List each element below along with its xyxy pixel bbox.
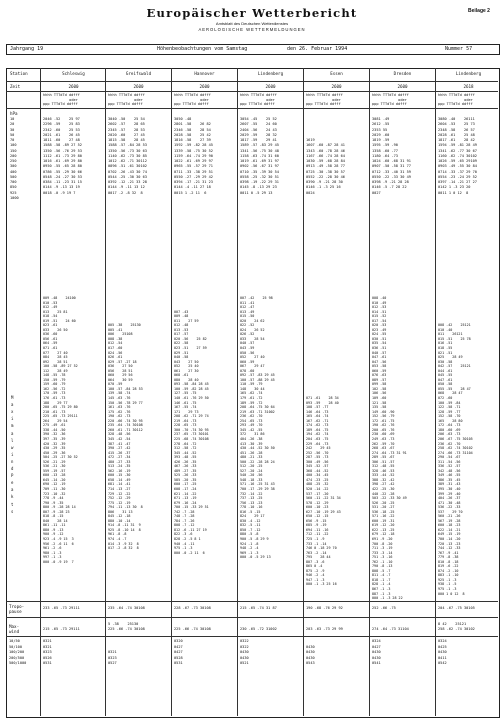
side-letter: m xyxy=(11,423,14,429)
pressure-level: 850 xyxy=(10,185,17,190)
code-legend-line: oder xyxy=(266,97,275,102)
code-legend-line: hhhh TTTdTd ddfff xyxy=(306,93,343,97)
side-letter: k xyxy=(11,494,14,500)
pressure-level: 500 xyxy=(10,174,17,179)
observation-label: Höhenbeobachtungen vom Samstag xyxy=(157,46,248,52)
code-legend-line: hhhh TTTdTd ddfff xyxy=(372,93,409,97)
station-name: Hannover xyxy=(194,71,215,76)
hpa-label: hPa xyxy=(10,111,18,116)
wind-layer-value: 0321 0323 0527 xyxy=(108,650,117,665)
station-time: 2600 xyxy=(133,84,144,89)
standard-level-data: 3040 -50 25 54 2602 -57 28 65 2345 -57 28 53 2020 -60 27 45 1815 -58 28 45 1588 -57 -84 28 53 1350 -56 -73 30 63 1140 -62 -73 30 85 1012 -62 -71 30112 0896 -51 -61 30102 0702 -26 -43 30 74 0544 -25 -30 30 63 0392 -12 -21 33 28 0144 -9 -11 13 12 0017 -2 -8 32 8 xyxy=(108,117,147,195)
code-legend-line: ppp TTTdTd ddfff xyxy=(174,102,209,106)
code-legend-line: oder xyxy=(134,97,143,102)
pressure-level: 300 xyxy=(10,164,17,169)
standard-level-data: 2046 -52 25 97 2296 -59 25 83 2342 -60 25 53 2021 -61 26 45 1811 -60 27 48 1588 -58 -89 27 52 1350 -56 -76 29 53 1112 -61 -73 29 80 1016 -61 -69 29 80 0950 -55 -65 28 80 0786 -55 -29 30 66 0548 -24 -27 30 53 0384 -11 -23 31 15 0144 -9 -13 13 19 0018 -0 -9 19 7 xyxy=(43,117,82,195)
side-letter: x xyxy=(11,409,14,415)
standard-level-data: 3050 -48 2801 -58 26 82 2346 -58 28 54 2028 -58 25 42 1816 -58 27 39 1592 -59 -82 28 45 1339 -58 -75 30 52 1159 -64 -74 29 90 1022 -61 -69 29 97 0965 -55 -57 29 71 0711 -33 -38 29 51 0550 -27 -29 29 42 0394 -17 -21 31 23 0144 -4 -11 27 18 0015 1 -2 11 6 xyxy=(174,117,213,195)
report-section: AEROLOGISCHE WETTERMELDUNGEN xyxy=(198,27,306,32)
tropopause-value: 228 -67 -73 30108 xyxy=(174,606,211,610)
maxwind-label-2: wind xyxy=(9,629,20,634)
maxwind-value: 203 -63 -73 29 99 xyxy=(306,627,343,631)
column-divider xyxy=(105,68,106,716)
maxwind-value: 8 42 25121 258 -62 -74 30102 xyxy=(438,622,475,632)
tropopause-value: 252 -66 -75 xyxy=(372,606,396,610)
station-time: 2600 xyxy=(68,84,79,89)
side-letter: s xyxy=(11,508,14,514)
side-letter: e xyxy=(11,480,14,486)
column-divider xyxy=(303,68,304,716)
standard-level-data: 3080 -40 26111 2604 -53 25 73 2348 -58 26 57 2028 -61 25 48 1817 -61 28 42 1594 -59 -81 28 49 1341 -62 -77 30 67 1160 -62 -74 30102 1026 -59 -65 29109 0903 -49 -55 30 84 0714 -33 -37 29 70 0554 -23 -24 29 52 0397 -14 -21 27 27 0142 1 -3 23 20 0011 1 0 12 8 xyxy=(438,117,477,195)
info-bar xyxy=(6,44,500,55)
significant-level-data: 007 -43 009 -48 011 27 59 012 -48 013 -53 017 -57 020 -56 25 82 022 -58 023 -51 27 59 029 -51 040 -58 043 27 50 052 25 40 061 27 30 068 -61 080 28 40 093 -58 -84 28 45 100 -59 -82 28 45 127 -55 -75 140 -61 -76 29 50 146 -61 -75 167 -55 -74 171 29 73 208 -62 -71 29 74 219 -64 -73 228 -65 -73 300 -70 -74 30 95 237 -65 -73 30101 225 -68 -74 30108 278 -64 -72 312 -58 -72 345 -44 -52 393 -48 -55 426 -26 -35 467 -26 -33 489 -27 -35 525 -26 -33 585 -20 -35 600 -17 -25 608 -17 -24 621 -14 -22 671 -13 -19 679 -16 -24 700 -15 -33 29 51 742 -7 -28 748 -7 -28 784 -7 -26 808 -7 -12 812 -6 -11 27 19 822 -3 -6 828 -2 -5 8 1 940 -4 -11 975 -1 -3 000 -0 -2 11 6 xyxy=(174,309,209,555)
station-name: Schleswig xyxy=(62,71,85,76)
significant-level-data: 005 -38 25130 005 -41 006 25108 008 -38 012 -54 017 -60 024 -56 026 -61 029 -57 -27 18 036 27 50 056 28 51 060 29 56 064 30 59 070 -59 100 -57 -84 28 53 139 -58 -74 145 -63 -76 150 -56 -78 29 77 161 -63 -76 175 -62 -76 190 -62 -73 220 -66 -74 30 95 235 -64 -74 30108 260 -61 -71 30112 328 -48 -56 345 -42 -54 387 -41 -47 390 -27 -42 415 -26 -37 472 -27 -34 480 -27 -33 513 -24 -35 562 -16 -19 600 -15 -30 658 -14 -49 681 -14 -41 714 -13 -27 729 -12 -22 752 -12 -29 775 -12 -19 794 -11 -13 30 8 806 31 13 845 -12 -18 880 -10 -14 914 -8 -11 31 9 925 -8 -10 14 8 961 -8 -8 974 -4 -7 014 -3 -9 32 8 017 -2 -8 32 8 xyxy=(108,323,143,551)
station-time: 2600 xyxy=(199,84,210,89)
wind-layer-label: 10/50 xyxy=(9,639,20,643)
wind-layer-value: 0320 0427 0427 0528 0531 xyxy=(174,639,183,665)
code-legend-line: hhhh TTTdTd ddfff xyxy=(174,93,211,97)
pressure-level: 100 xyxy=(10,143,17,148)
column-divider xyxy=(237,68,238,716)
code-legend-line: hhhh TTTdTd ddfff xyxy=(108,93,145,97)
code-legend-line: hhhh TTTdTd ddfff xyxy=(43,93,80,97)
station-time: 2618 xyxy=(463,84,474,89)
row-divider xyxy=(6,81,498,82)
number-label: Nummer 57 xyxy=(445,46,473,52)
maxwind-value: 225 -66 -74 30108 xyxy=(174,627,211,631)
row-divider xyxy=(6,636,498,637)
row-divider xyxy=(6,617,498,618)
code-legend-line: ppp TTTdTd ddfff xyxy=(372,102,407,106)
tropopause-value: 190 -68 -76 29 92 xyxy=(306,606,343,610)
code-legend-line: oder xyxy=(398,97,407,102)
tropopause-value: 235 -64 -74 30108 xyxy=(108,606,145,610)
significant-level-data: 071 -61 28 34 093 -59 28 40 108 -57 -77 146 -64 -73 165 -64 -74 167 -62 -71 174 -62 -73 189 -64 -75 194 -62 -74 204 -63 -75 229 -64 -73 242 29 45 252 -56 -70 287 -55 -73 300 -49 -56 345 -52 -57 368 -44 -52 400 -34 -45 474 -23 -25 488 -25 -32 520 -14 -22 537 -17 -20 560 -11 -22 31 34 578 -12 -29 600 -10 -23 627 -10 -19 29 43 650 -12 -15 656 -9 -15 685 -9 -19 694 -11 -16 712 -11 -22 725 -1 -9 733 -1 -14 746 0 -18 29 70 763 -2 -14 795 28 44 807 -3 -6 865 0 -4 875 -2 -9 946 -2 -4 947 -1 -3 000 -1 -3 25 16 xyxy=(306,396,341,587)
code-legend-line: oder xyxy=(332,97,341,102)
station-name: Greifswald xyxy=(125,71,152,76)
code-legend-line: oder xyxy=(200,97,209,102)
tropopause-value: 233 -65 -73 29111 xyxy=(43,606,80,610)
code-legend-line: ppp TTTdTd ddfff xyxy=(108,102,143,106)
tropopause-label-1: Tropo- xyxy=(9,604,25,609)
side-letter: n xyxy=(11,458,14,464)
code-legend-line: oder xyxy=(69,97,78,102)
side-letter: M xyxy=(11,395,14,400)
station-time: 2600 xyxy=(397,84,408,89)
pressure-level: 1000 xyxy=(10,195,19,200)
side-letter: d xyxy=(11,466,14,471)
column-divider xyxy=(435,68,436,716)
side-letter: a xyxy=(11,487,14,493)
side-letter: P xyxy=(11,473,14,479)
wind-layer-value: 0322 0322 0430 0430 0521 xyxy=(240,639,249,665)
maxwind-label-1: Max- xyxy=(9,624,20,629)
code-legend-line: oder xyxy=(464,97,473,102)
beilage-label: Beilage 2 xyxy=(468,8,490,14)
standard-level-data: 3081 -49 2612 -55 2353 55 2029 -60 1819 -59 1595 -59 -90 1358 -60 -77 1180 -64 -73 1024 -60 -68 31 91 0907 -50 -58 31 77 0712 -33 -40 31 59 0550 -22 -33 30 49 0398 -9 -21 28 28 0146 -5 -7 28 22 0027 xyxy=(372,117,411,195)
wind-layer-value: 0324 0425 0430 0411 0542 xyxy=(438,639,447,665)
side-letter: l xyxy=(11,437,14,443)
code-legend-line: ppp TTTdTd ddfff xyxy=(240,102,275,106)
wind-layer-label: 50/100 xyxy=(9,644,22,649)
pressure-level: 10 xyxy=(10,117,15,121)
maxwind-value: 5 -38 25130 225 -66 -74 30108 xyxy=(108,622,145,632)
code-legend-line: ppp TTTdTd ddfff xyxy=(43,102,78,106)
station-name: Dresden xyxy=(393,71,412,76)
significant-level-data: 007 -42 25 98 011 -41 012 -47 013 -49 015 -50 020 24 62 022 -52 024 26 52 026 -52 033 28 54 040 -57 043 -59 050 -56 052 27 40 060 -59 067 29 47 078 -60 092 -57 -83 29 45 100 -57 -88 29 45 110 -59 -79 148 30 44 165 -62 -74 179 -61 -72 189 -59 -72 208 -64 -75 30 64 219 -63 -71 31002 236 -62 -70 254 -65 -73 293 -49 -70 345 -42 -55 372 31 86 404 -26 -38 413 -30 -39 430 -44 -52 30 50 451 -26 -28 480 -21 -33 500 -22 -28 28 24 512 -20 -25 527 -20 -24 540 -20 -56 548 -18 -33 571 -16 -25 31 43 700 -17 -29 29 38 732 -14 -22 737 -13 -25 756 -13 -23 778 -10 -16 816 -5 -15 824 29 17 830 -4 -12 832 -5 -11 850 -7 -12 880 -5 -8 900 -5 -8 29 9 924 -1 -8 948 -2 -4 969 -1 -3 000 -0 -5 29 13 xyxy=(240,296,275,560)
significant-level-data: 008 -40 010 -49 012 -53 014 -51 015 -52 017 -54 020 -53 023 -49 024 -55 030 -51 035 -54 036 -51 040 -57 047 -61 047 -56 053 -58 060 -59 076 -63 089 -57 099 -58 102 -58 106 -56 109 -60 121 -58 135 -58 149 -60 -90 152 -56 -79 172 -61 -75 190 -62 -76 200 -65 -76 230 -60 -69 249 -63 -73 262 -59 -70 268 -63 -67 274 -64 -73 31 91 289 -55 -67 306 -51 -57 312 -48 -55 328 -46 -53 333 -44 -52 388 -32 -42 398 -27 -42 422 -25 -30 440 -22 -28 503 -22 -33 30 49 526 -20 -25 531 -20 -27 536 -18 -25 571 -16 -22 600 -19 -31 619 -12 -20 622 -13 -25 679 -12 -18 691 -9 -20 700 -8 -20 711 -3 -19 733 -3 -14 751 -3 -16 762 -1 -10 790 -8 -13 808 -5 -7 811 -4 -7 818 -1 -7 828 -1 -4 867 -1 -3 887 -1 -3 000 -1 -3 28 22 xyxy=(372,296,407,601)
pressure-level: 700 xyxy=(10,180,17,184)
maxwind-value: 274 -64 -73 31104 xyxy=(372,627,409,631)
side-letter: a xyxy=(11,430,14,436)
pressure-level: 150 xyxy=(10,148,17,153)
report-title: Europäischer Wetterbericht xyxy=(146,6,358,20)
pressure-level: 400 xyxy=(10,169,17,174)
wind-layer-label: 200/500 xyxy=(9,655,25,660)
row-divider xyxy=(6,108,498,109)
side-letter: i xyxy=(11,451,14,457)
side-letter: a xyxy=(11,402,14,408)
column-divider xyxy=(40,68,41,716)
pressure-level: 925 xyxy=(10,190,17,195)
code-legend-line: hhhh TTTdTd ddfff xyxy=(240,93,277,97)
time-label: Zeit xyxy=(10,84,21,89)
wind-layer-label: 100/200 xyxy=(9,650,25,654)
row-divider xyxy=(6,91,498,92)
side-letter: i xyxy=(11,416,14,422)
standard-level-data: 3054 -45 25 52 2607 -55 24 60 2404 -56 24 43 2029 -59 28 32 1817 -59 29 41 1589 -57 -83 29 45 1341 -56 -75 30 48 1158 -63 -74 31 60 1019 -61 -69 31 97 0902 -56 -67 31 97 0710 -35 -39 30 54 0558 -25 -32 30 51 0398 -19 -22 29 31 0145 -8 -13 29 23 0011 0 -5 29 13 xyxy=(240,117,279,195)
column-divider xyxy=(369,68,370,716)
tropopause-value: 204 -67 -75 30105 xyxy=(438,606,475,610)
column-divider xyxy=(171,68,172,716)
station-name: Lindenberg xyxy=(257,71,284,76)
report-subtitle: Amtsblatt des Deutschen Wetterdienstes xyxy=(215,21,289,26)
pressure-level: 70 xyxy=(10,138,15,142)
station-name: Essen xyxy=(330,71,343,76)
wind-layer-value: 0321 0321 0323 0526 0531 xyxy=(43,639,52,665)
standard-level-data: 1619 1607 -60 -87 28 41 1343 -60 -78 28 46 1167 -66 -74 28 64 1030 -59 -68 28 84 0913 -49 -58 28 77 0725 -30 -38 30 57 0552 -22 -28 30 46 0390 -9 -21 28 30 0146 -1 -3 25 16 0024 xyxy=(306,138,345,195)
row-divider xyxy=(6,601,498,602)
pressure-level: 250 xyxy=(10,159,17,163)
significant-level-data: 008 -42 25121 010 -40 011 26121 015 -51 25 78 016 -51 018 -55 021 -51 025 28 49 030 -58 042 -57 25121 044 -61 045 -55 047 -61 050 -58 055 -55 28 47 068 28 47 072 -60 100 -59 -84 122 -58 -71 128 -59 -77 152 -58 -70 165 28 80 172 -64 -73 180 -60 -69 206 -63 -73 206 -67 -75 30105 236 -62 -70 258 -62 -74 30102 274 -66 -73 31104 290 -54 -67 311 -54 -56 336 -52 -57 342 -48 -56 349 -46 -55 386 -35 -45 389 -31 -43 395 -30 -40 399 -29 -40 404 -26 -37 471 -30 -48 536 -22 -33 537 29 70 560 -21 -26 567 -19 -28 600 -18 -23 622 -14 -21 649 -15 -19 700 -14 -20 720 -13 -23 744 -12 -33 767 -9 -41 779 -8 -38 810 -8 -18 819 -6 -22 874 -2 -10 883 -1 -10 925 -1 -3 938 -1 -5 975 -1 -3 000 1 0 12 8 xyxy=(438,323,473,596)
station-time: 2600 xyxy=(331,84,342,89)
pressure-level: 200 xyxy=(10,153,17,158)
station-label: Station xyxy=(10,71,28,76)
side-letter: t xyxy=(11,501,14,507)
date-label: den 26. Februar 1994 xyxy=(287,46,348,52)
maxwind-value: 215 -65 -73 29111 xyxy=(43,627,80,631)
code-legend-line: ppp TTTdTd ddfff xyxy=(306,102,341,106)
maxwind-value: 230 -65 -72 31002 xyxy=(240,627,277,631)
code-legend-line: ppp TTTdTd ddfff xyxy=(438,102,473,106)
code-legend-line: hhhh TTTdTd ddfff xyxy=(438,93,475,97)
wind-layer-value: 0324 0427 0430 0430 0541 xyxy=(372,639,381,665)
wind-layer-value: 0430 0430 0430 0543 xyxy=(306,644,315,665)
tropopause-value: 215 -65 -74 31 87 xyxy=(240,606,277,610)
significant-level-data: 009 -48 24100 010 -53 012 -49 013 25 81 018 -54 019 -51 24 60 023 -61 033 26 50 036 -60 056 -61 064 -59 071 -61 077 27 40 084 28 45 092 28 51 100 -58 -89 27 52 112 28 49 148 -55 -78 150 -59 -79 159 -60 -79 162 -56 -72 170 -59 -73 176 -61 -73 188 29 77 200 -65 -75 29 80 210 -61 -73 225 -65 -73 29111 264 29 54 275 -49 -61 338 -44 -50 390 -32 -36 397 -35 -39 420 -32 -39 430 -29 -35 450 -29 -36 504 -25 -27 30 52 526 -21 -29 536 -21 -30 559 -19 -57 600 -13 -28 645 -14 -20 690 -12 -19 709 -11 -30 723 -10 -32 778 -9 -44 790 -9 -35 800 -9 -28 28 14 807 -9 -28 23 818 -8 -15 840 28 14 861 -11 -11 880 -9 -13 900 -9 -12 923 -4 -9 15 3 956 -2 -6 11 6 961 -2 -6 980 -1 -3 997 -1 -3 000 -0 -9 19 7 xyxy=(43,296,78,564)
pressure-level: 30 xyxy=(10,127,15,132)
station-name: Lindenberg xyxy=(455,71,482,76)
side-letter: w xyxy=(11,444,14,450)
pressure-level: 20 xyxy=(10,122,15,127)
wind-layer-label: 500/1000 xyxy=(9,661,27,665)
station-time: 2600 xyxy=(265,84,276,89)
pressure-level: 50 xyxy=(10,132,15,137)
tropopause-label-2: pause xyxy=(9,609,22,614)
jahrgang-label: Jahrgang 19 xyxy=(10,46,44,52)
